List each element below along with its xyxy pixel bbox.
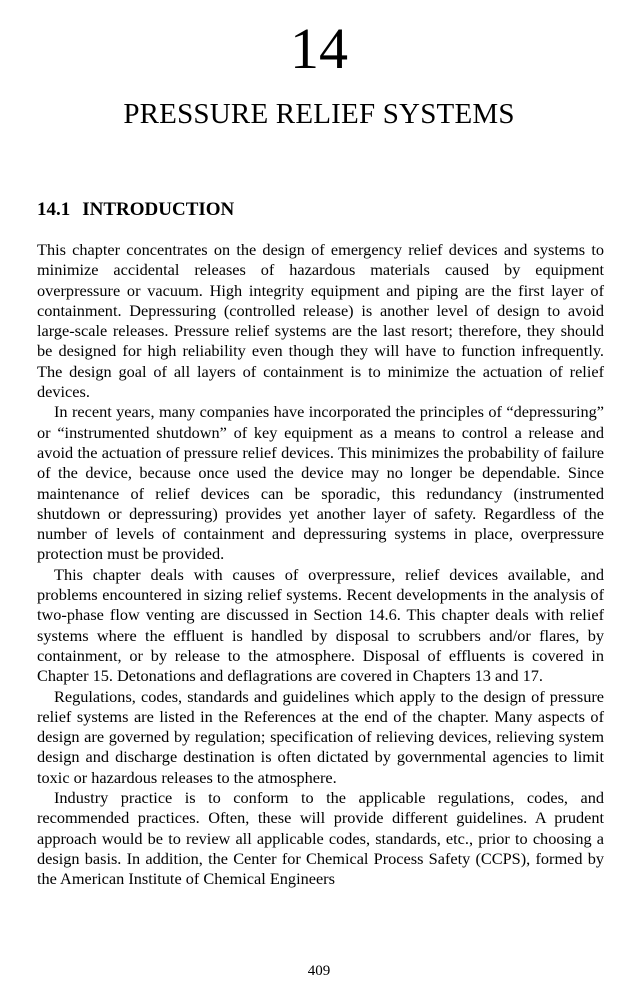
- paragraph-chapter-scope: This chapter deals with causes of overpressure, relief devices available, and problems encountered in sizing relief systems. Recent developments in the analysis of two-phase flow venting are discussed in Section 14.6. This chapter deals with relief systems where the effluent is handled by disposal to scrubbers and/or flares, by containment, or by release to the atmosphere. Disposal of effluents is covered in Chapter 15. Detonations and deflagrations are covered in Chapters 13 and 17.: [37, 564, 604, 686]
- paragraph-depressuring: In recent years, many companies have incorporated the principles of “depressuring” or “instrumented shutdown” of key equipment as a means to control a release and avoid the actuation of pressure relief devices. This minimizes the probability of failure of the device, because once used the device may no longer be dependable. Since maintenance of relief devices can be sporadic, this redundancy (instrumented shutdown or depressuring) provides yet another layer of safety. Regardless of the number of levels of containment and depressuring systems in place, overpressure protection must be provided.: [37, 402, 604, 564]
- section-number: 14.1: [37, 199, 71, 220]
- paragraph-regulations: Regulations, codes, standards and guidelines which apply to the design of pressure relief systems are listed in the References at the end of the chapter. Many aspects of design are governed by regulation; specification of relieving devices, relieving system design and discharge destination is often dictated by governmental agencies to limit toxic or hazardous releases to the atmosphere.: [37, 686, 604, 787]
- page-number: 409: [307, 963, 331, 979]
- paragraph-intro: This chapter concentrates on the design of emergency relief devices and systems to minimize accidental releases of hazardous materials caused by equipment overpressure or vacuum. High integrity equipment and piping are the first layer of containment. Depressuring (controlled release) is another level of design to avoid large-scale releases. Pressure relief systems are the last resort; therefore, they should be designed for high reliability even though they will have to function infrequently. The design goal of all layers of containment is to minimize the actuation of relief devices.: [37, 240, 604, 402]
- chapter-title: PRESSURE RELIEF SYSTEMS: [123, 98, 515, 130]
- section-title: INTRODUCTION: [82, 199, 235, 220]
- section-heading: [37, 197, 234, 223]
- body-text: [37, 240, 604, 890]
- paragraph-industry-practice: Industry practice is to conform to the applicable regulations, codes, and recommended practices. Often, these will provide different guidelines. A prudent approach would be to review all applicable codes, standards, etc., prior to choosing a design basis. In addition, the Center for Chemical Process Safety (CCPS), formed by the American Institute of Chemical Engineers: [37, 788, 604, 889]
- chapter-number: 14: [290, 16, 348, 81]
